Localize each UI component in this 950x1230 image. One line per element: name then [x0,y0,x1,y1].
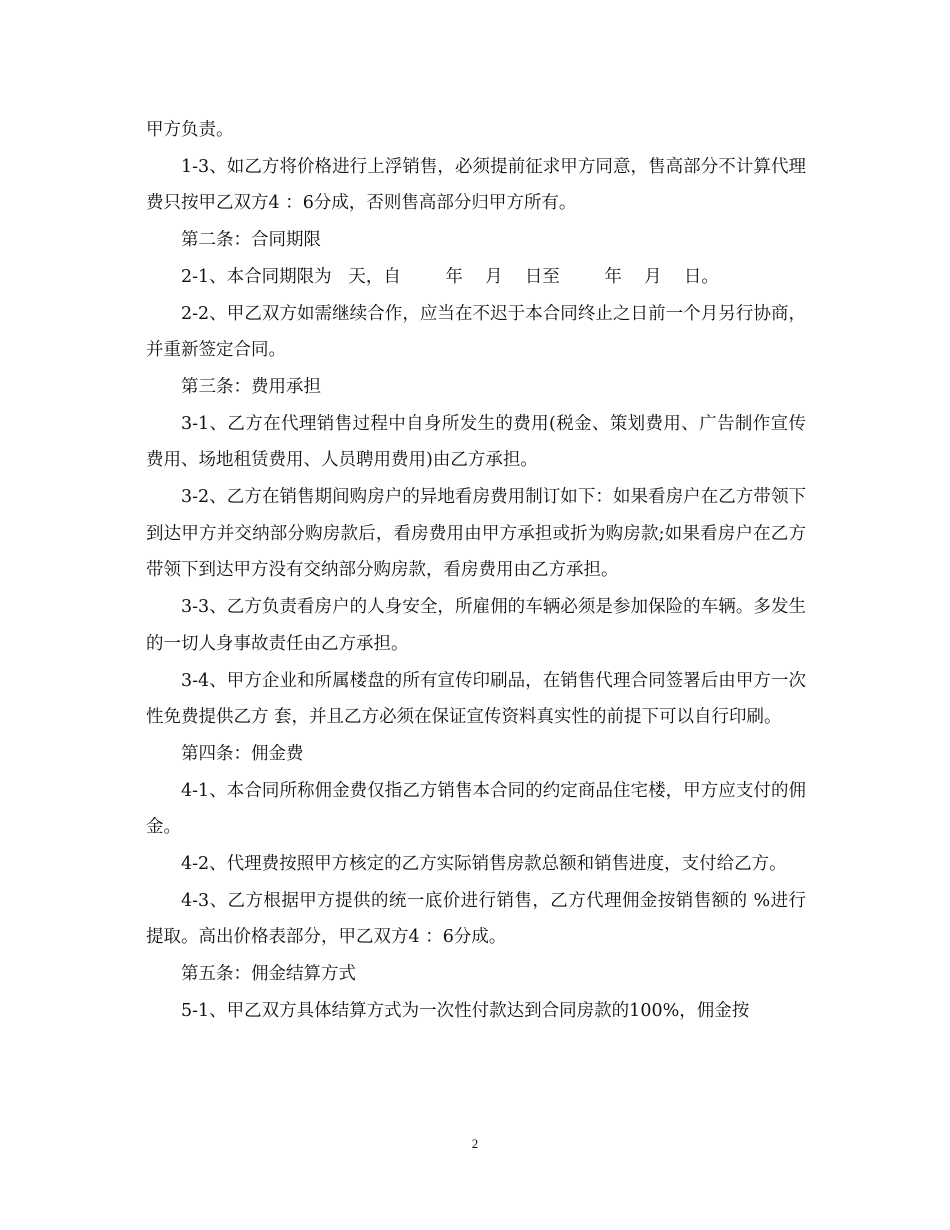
paragraph: 2-2、甲乙双方如需继续合作，应当在不迟于本合同终止之日前一个月另行协商，并重新签定合同。 [146,303,806,361]
section-heading: 第五条：佣金结算方式 [181,964,356,985]
paragraph: 1-3、如乙方将价格进行上浮销售，必须提前征求甲方同意，售高部分不计算代理费只按甲乙双方4 ：6分成，否则售高部分归甲方所有。 [146,156,806,214]
paragraph: 3-1、乙方在代理销售过程中自身所发生的费用(税金、策划费用、广告制作宣传费用、场地租赁费用、人员聘用费用)由乙方承担。 [146,413,806,471]
paragraph: 4-3、乙方根据甲方提供的统一底价进行销售，乙方代理佣金按销售额的 %进行提取。高出价格表部分，甲乙双方4 ：6分成。 [146,890,806,948]
section-heading: 第四条：佣金费 [181,743,304,764]
document-body [146,112,806,1030]
page-number: 2 [471,1136,479,1151]
paragraph: 3-2、乙方在销售期间购房户的异地看房费用制订如下：如果看房户在乙方带领下到达甲方并交纳部分购房款后，看房费用由甲方承担或折为购房款;如果看房户在乙方带领下到达甲方没有交纳部分购房款，看房费用由乙方承担。 [146,487,806,581]
paragraph: 4-1、本合同所称佣金费仅指乙方销售本合同的约定商品住宅楼，甲方应支付的佣金。 [146,780,806,838]
section-heading: 第三条：费用承担 [181,376,321,397]
paragraph: 5-1、甲乙双方具体结算方式为一次性付款达到合同房款的100%，佣金按 [181,1000,750,1021]
paragraph: 3-4、甲方企业和所属楼盘的所有宣传印刷品，在销售代理合同签署后由甲方一次性免费提供乙方 套，并且乙方必须在保证宣传资料真实性的前提下可以自行印刷。 [146,670,806,728]
paragraph: 4-2、代理费按照甲方核定的乙方实际销售房款总额和销售进度，支付给乙方。 [181,854,787,875]
section-heading: 第二条：合同期限 [181,230,321,251]
paragraph: 甲方负责。 [146,120,234,140]
paragraph: 2-1、本合同期限为 天，自 年 月 日至 年 月 日。 [181,266,719,287]
paragraph: 3-3、乙方负责看房户的人身安全，所雇佣的车辆必须是参加保险的车辆。多发生的一切人身事故责任由乙方承担。 [146,597,806,654]
